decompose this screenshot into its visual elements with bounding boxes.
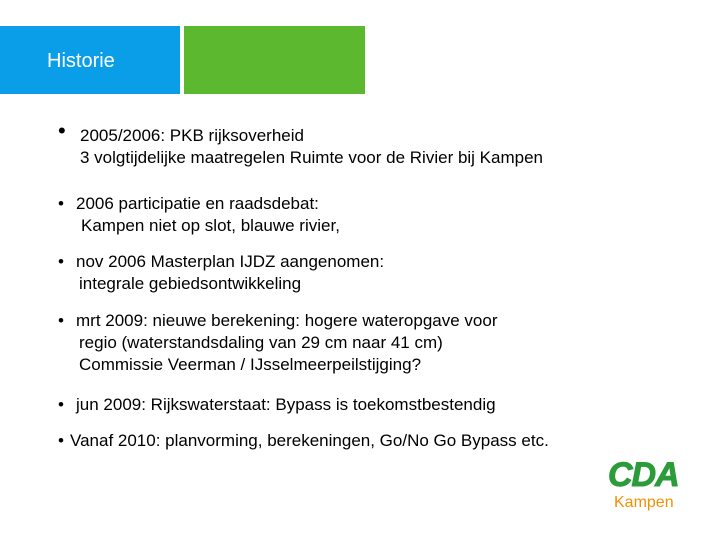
list-item-line: mrt 2009: nieuwe berekening: hogere wateropgave voor bbox=[76, 311, 498, 330]
list-item bbox=[76, 251, 384, 295]
bullet-icon: • bbox=[58, 118, 66, 143]
list-item-line: Commissie Veerman / IJsselmeerpeilstijging? bbox=[79, 355, 422, 374]
list-item-line: 2005/2006: PKB rijksoverheid bbox=[80, 126, 304, 145]
list-item bbox=[80, 125, 543, 169]
bullet-icon: • bbox=[58, 311, 64, 330]
list-item-line: jun 2009: Rijkswaterstaat: Bypass is toekomstbestendig bbox=[76, 395, 496, 414]
list-item-line: nov 2006 Masterplan IJDZ aangenomen: bbox=[76, 252, 385, 271]
list-item-line: Kampen niet op slot, blauwe rivier, bbox=[81, 216, 340, 235]
logo-wordmark: CDA bbox=[608, 456, 679, 490]
list-item-line: 2006 participatie en raadsdebat: bbox=[76, 194, 319, 213]
list-item-line: 3 volgtijdelijke maatregelen Ruimte voor de Rivier bij Kampen bbox=[80, 148, 544, 167]
list-item-line: Vanaf 2010: planvorming, berekeningen, Go/No Go Bypass etc. bbox=[70, 431, 549, 450]
bullet-icon: • bbox=[58, 194, 64, 213]
accent-banner bbox=[184, 26, 365, 94]
list-item-line: regio (waterstandsdaling van 29 cm naar 41 cm) bbox=[79, 333, 443, 352]
bullet-icon: • bbox=[58, 395, 64, 414]
bullet-icon: • bbox=[58, 252, 64, 271]
list-item bbox=[70, 430, 549, 452]
list-item bbox=[76, 310, 498, 376]
slide-title: Historie bbox=[47, 50, 115, 72]
list-item-line: integrale gebiedsontwikkeling bbox=[79, 274, 302, 293]
logo-subtitle: Kampen bbox=[614, 494, 674, 511]
cda-logo bbox=[606, 456, 696, 490]
bullet-icon: • bbox=[58, 431, 64, 450]
list-item bbox=[76, 193, 340, 237]
list-item bbox=[76, 394, 496, 416]
